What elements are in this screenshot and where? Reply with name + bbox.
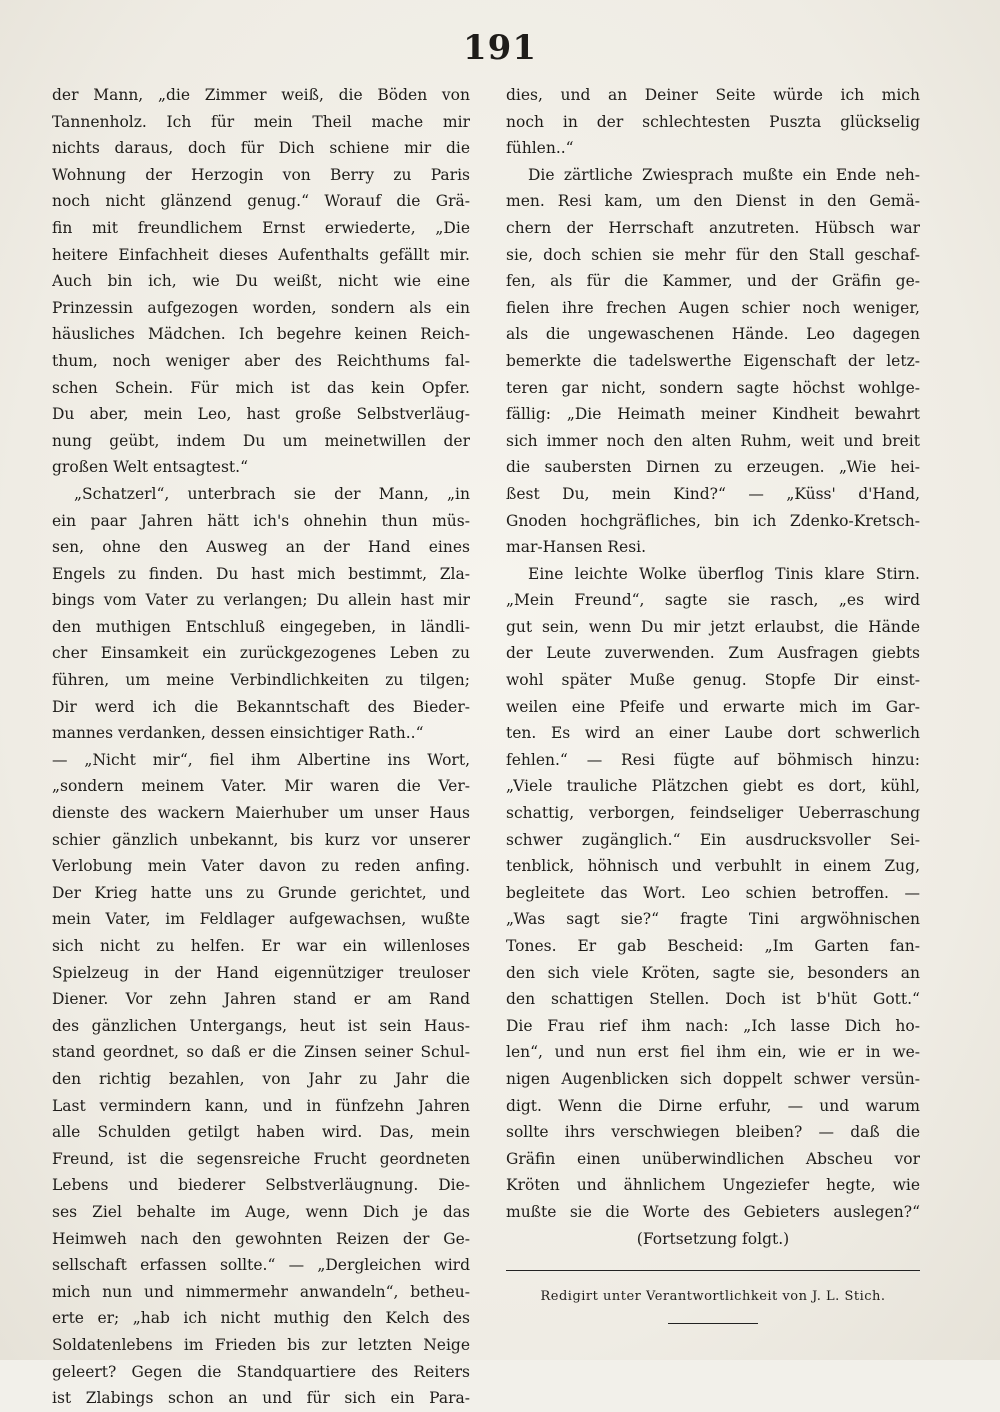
text-line: mußte sie die Worte des Gebieters auslegen?“	[506, 1202, 920, 1221]
text-line: Lebens und biederer Selbstverläugnung. Die-	[52, 1176, 470, 1195]
text-line: mannes verdanken, dessen einsichtiger Rath..“	[52, 724, 424, 743]
separator-rule	[506, 1270, 920, 1271]
right-column-text	[506, 82, 920, 1252]
text-line: begleitete das Wort. Leo schien betroffen. —	[506, 883, 920, 902]
text-line: Diener. Vor zehn Jahren stand er am Rand	[52, 990, 470, 1009]
text-line: Gräfin einen unüberwindlichen Abscheu vor	[506, 1149, 920, 1168]
text-line: noch in der schlechtesten Puszta glückselig	[506, 112, 920, 131]
text-line: Spielzeug in der Hand eigennütziger treuloser	[52, 963, 470, 982]
text-line: Soldatenlebens im Frieden bis zur letzten Neige	[52, 1335, 470, 1354]
text-line: „Mein Freund“, sagte sie rasch, „es wird	[506, 591, 920, 610]
text-line: Der Krieg hatte uns zu Grunde gerichtet, und	[52, 883, 470, 902]
text-line: häusliches Mädchen. Ich begehre keinen Reich-	[52, 325, 470, 344]
text-line: men. Resi kam, um den Dienst in den Gemä-	[506, 192, 920, 211]
text-line: tenblick, höhnisch und verbuhlt in einem Zug,	[506, 857, 920, 876]
text-line: weilen eine Pfeife und erwarte mich im Gar-	[506, 697, 920, 716]
text-line: fällig: „Die Heimath meiner Kindheit bewahrt	[506, 405, 920, 424]
text-line: Du aber, mein Leo, hast große Selbstverläug-	[52, 405, 470, 424]
text-line: chern der Herrschaft anzutreten. Hübsch war	[506, 218, 920, 237]
text-line: bings vom Vater zu verlangen; Du allein hast mir	[52, 591, 470, 610]
text-line: „Schatzerl“, unterbrach sie der Mann, „in	[74, 484, 470, 503]
right-column	[506, 82, 920, 1324]
text-line: stand geordnet, so daß er die Zinsen seiner Schul-	[52, 1043, 470, 1062]
text-line: nung geübt, indem Du um meinetwillen der	[52, 431, 470, 450]
text-line: sollte ihrs verschwiegen bleiben? — daß die	[506, 1123, 920, 1142]
text-line: len“, und nun erst fiel ihm ein, wie er in we-	[506, 1043, 920, 1062]
text-line: großen Welt entsagtest.“	[52, 458, 248, 477]
text-line: fin mit freundlichem Ernst erwiederte, „Die	[52, 218, 470, 237]
text-line: führen, um meine Verbindlichkeiten zu tilgen;	[52, 671, 470, 690]
text-line: Freund, ist die segensreiche Frucht geordneten	[52, 1149, 470, 1168]
text-line: ein paar Jahren hätt ich's ohnehin thun müs-	[52, 511, 470, 530]
text-line: „sondern meinem Vater. Mir waren die Ver-	[52, 777, 470, 796]
text-line: als die ungewaschenen Hände. Leo dagegen	[506, 325, 920, 344]
text-line: thum, noch weniger aber des Reichthums fal-	[52, 351, 470, 370]
text-line: — „Nicht mir“, fiel ihm Albertine ins Wort,	[52, 750, 470, 769]
text-line: des gänzlichen Untergangs, heut ist sein Haus-	[52, 1016, 470, 1035]
text-line: digt. Wenn die Dirne erfuhr, — und warum	[506, 1096, 920, 1115]
text-line: Tones. Er gab Bescheid: „Im Garten fan-	[506, 937, 920, 955]
text-line: ses Ziel behalte im Auge, wenn Dich je das	[52, 1202, 470, 1221]
text-line: schen Schein. Für mich ist das kein Opfer.	[52, 378, 470, 397]
text-line: cher Einsamkeit ein zurückgezogenes Leben zu	[52, 644, 470, 663]
text-line: Kröten und ähnlichem Ungeziefer hegte, wie	[506, 1176, 920, 1195]
text-line: sie, doch schien sie mehr für den Stall geschaf-	[506, 245, 920, 264]
text-line: nichts daraus, doch für Dich schiene mir die	[52, 139, 470, 158]
text-line: Die Frau rief ihm nach: „Ich lasse Dich ho-	[506, 1016, 920, 1035]
text-line: teren gar nicht, sondern sagte höchst wohlge-	[506, 378, 920, 397]
text-line: Auch bin ich, wie Du weißt, nicht wie eine	[52, 272, 470, 291]
text-line: mich nun und nimmermehr anwandeln“, betheu-	[52, 1282, 470, 1301]
text-line: Gnoden hochgräfliches, bin ich Zdenko-Kretsch-	[506, 511, 920, 530]
text-line: sen, ohne den Ausweg an der Hand eines	[52, 538, 470, 557]
text-line: gut sein, wenn Du mir jetzt erlaubst, die Hände	[506, 617, 920, 636]
page-number: 191	[463, 28, 537, 68]
text-line: Last vermindern kann, und in fünfzehn Jahren	[52, 1096, 470, 1115]
text-line: „Was sagt sie?“ fragte Tini argwöhnischen	[506, 910, 920, 929]
text-line: Verlobung mein Vater davon zu reden anfing.	[52, 857, 470, 876]
text-line: wohl später Muße genug. Stopfe Dir einst-	[506, 671, 920, 690]
text-line: den richtig bezahlen, von Jahr zu Jahr die	[52, 1069, 470, 1088]
imprint-line: Redigirt unter Verantwortlichkeit von J. L. Stich.	[540, 1289, 886, 1305]
text-line: Tannenholz. Ich für mein Theil mache mir	[52, 112, 470, 131]
text-line: „Viele trauliche Plätzchen giebt es dort, kühl,	[506, 777, 920, 796]
text-line: alle Schulden getilgt haben wird. Das, mein	[52, 1123, 470, 1142]
text-line: den muthigen Entschluß eingegeben, in ländli-	[52, 617, 470, 636]
text-line: geleert? Gegen die Standquartiere des Reiters	[52, 1362, 470, 1381]
text-line: Eine leichte Wolke überflog Tinis klare Stirn.	[528, 564, 920, 583]
text-line: noch nicht glänzend genug.“ Worauf die Grä-	[52, 192, 470, 211]
text-line: Engels zu finden. Du hast mich bestimmt, Zla-	[52, 564, 470, 583]
text-line: heitere Einfachheit dieses Aufenthalts gefällt mir.	[52, 245, 470, 264]
text-line: mein Vater, im Feldlager aufgewachsen, wußte	[52, 910, 470, 929]
text-line: schwer zugänglich.“ Ein ausdrucksvoller Sei-	[506, 830, 920, 849]
text-line: nigen Augenblicken sich doppelt schwer versün-	[506, 1069, 920, 1088]
text-line: fehlen.“ — Resi fügte auf böhmisch hinzu:	[506, 750, 920, 769]
text-line: fielen ihre frechen Augen schier noch weniger,	[506, 298, 920, 317]
text-line: ten. Es wird an einer Laube dort schwerlich	[506, 724, 920, 743]
text-line: den schattigen Stellen. Doch ist b'hüt Gott.“	[506, 990, 920, 1009]
text-line: Prinzessin aufgezogen worden, sondern als ein	[52, 298, 470, 317]
text-line: die saubersten Dirnen zu erzeugen. „Wie hei-	[506, 458, 920, 477]
text-line: erte er; „hab ich nicht muthig den Kelch des	[52, 1309, 470, 1328]
text-line: ßest Du, mein Kind?“ — „Küss' d'Hand,	[506, 484, 920, 503]
text-line: Heimweh nach den gewohnten Reizen der Ge-	[52, 1229, 470, 1248]
text-line: dienste des wackern Maierhuber um unser Haus	[52, 804, 470, 823]
text-line: schattig, verborgen, feindseliger Ueberraschung	[506, 804, 920, 823]
text-line: ist Zlabings schon an und für sich ein Para-	[52, 1389, 470, 1408]
text-line: (Fortsetzung folgt.)	[636, 1229, 790, 1248]
text-line: fühlen..“	[506, 139, 574, 158]
text-line: Die zärtliche Zwiesprach mußte ein Ende neh-	[528, 165, 920, 184]
short-rule	[668, 1323, 758, 1324]
text-line: dies, und an Deiner Seite würde ich mich	[506, 86, 920, 104]
text-line: der Leute zuverwenden. Zum Ausfragen giebts	[506, 644, 920, 663]
text-line: Dir werd ich die Bekanntschaft des Bieder-	[52, 697, 470, 716]
text-line: den sich viele Kröten, sagte sie, besonders an	[506, 963, 920, 982]
text-line: bemerkte die tadelswerthe Eigenschaft der letz-	[506, 351, 920, 370]
left-column	[52, 82, 470, 1412]
text-line: der Mann, „die Zimmer weiß, die Böden von	[52, 86, 470, 104]
text-line: sich immer noch den alten Ruhm, weit und breit	[506, 431, 920, 450]
text-line: schier gänzlich unbekannt, bis kurz vor unserer	[52, 830, 470, 849]
text-line: sellschaft erfassen sollte.“ — „Dergleichen wird	[52, 1256, 470, 1275]
text-line: fen, als für die Kammer, und der Gräfin ge-	[506, 272, 920, 291]
text-line: sich nicht zu helfen. Er war ein willenloses	[52, 937, 470, 955]
text-line: mar-Hansen Resi.	[506, 538, 647, 557]
text-line: Wohnung der Herzogin von Berry zu Paris	[52, 165, 470, 184]
